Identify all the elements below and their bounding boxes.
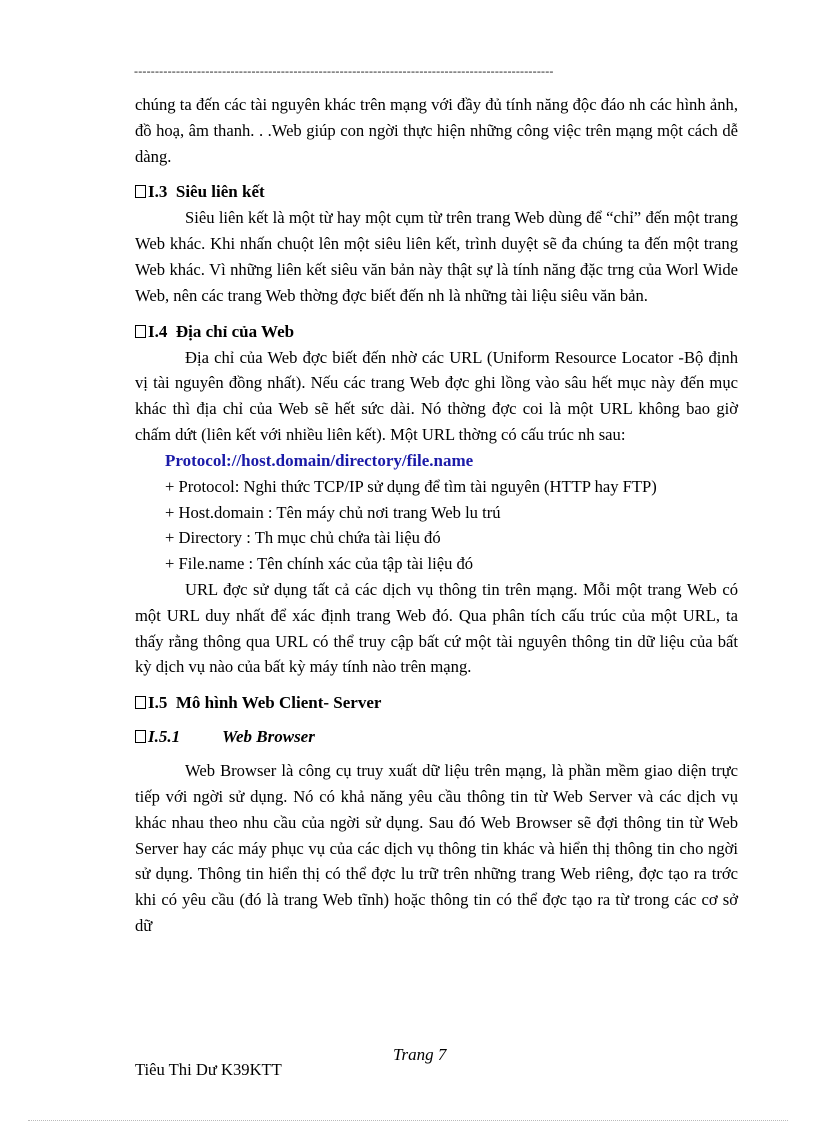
footer-author: Tiêu Thi Dư K39KTT bbox=[135, 1060, 282, 1079]
paragraph-url-usage: URL đợc sử dụng tất cả các dịch vụ thông tin trên mạng. Mỗi một trang Web có một URL duy nhất để xác định trang Web đó. Qua phân tích cấu trúc của một URL, ta thấy rằng thông qua URL có thể truy cập bất cứ một tài nguyên thông tin dữ liệu của bất kỳ dịch vụ nào của bất kỳ máy tính nào trên mạng. bbox=[135, 579, 738, 677]
section-title: Siêu liên kết bbox=[175, 182, 265, 202]
url-item-directory: + Directory : Th mục chủ chứa tài liệu đó bbox=[165, 528, 441, 548]
section-number: I.5.1 bbox=[148, 727, 181, 747]
url-item-host: + Host.domain : Tên máy chủ nơi trang Web lu trú bbox=[165, 502, 501, 522]
paragraph-intro: chúng ta đến các tài nguyên khác trên mạng với đầy đủ tính năng độc đáo nh các hình ảnh, đồ hoạ, âm thanh. . .Web giúp con ngời thực hiện những công việc trên mạng một cách dễ dàng. bbox=[135, 95, 738, 166]
url-item-protocol: + Protocol: Nghi thức TCP/IP sử dụng để tìm tài nguyên (HTTP hay FTP) bbox=[165, 476, 657, 496]
document-body bbox=[135, 92, 738, 939]
paragraph-web-browser: Web Browser là công cụ truy xuất dữ liệu trên mạng, là phần mềm giao diện trực tiếp với ngời sử dụng. Nó có khả năng yêu cầu thông tin từ Web Server và các dịch vụ khác nhau theo nhu cầu của ngời sử dụng. Sau đó Web Browser sẽ đợi thông tin từ Web Server hay các máy phục vụ của các dịch vụ thông tin khác và hiển thị thông tin cho ngời sử dụng. Thông tin hiển thị có thể đợc lu trữ trên những trang Web riêng, đợc tạo ra trớc khi có yêu cầu (đó là trang Web tĩnh) hoặc thông tin có thể đợc tạo ra từ trong các cơ sở dữ bbox=[135, 761, 738, 935]
checkbox-bullet-icon bbox=[135, 325, 146, 338]
header-rule: ---------------------------------------------------------------------------------------------------- bbox=[134, 64, 554, 78]
url-item-filename: + File.name : Tên chính xác của tập tài liệu đó bbox=[165, 554, 474, 574]
page-bottom-border bbox=[28, 1120, 788, 1121]
heading-section-1-5-1 bbox=[135, 724, 738, 750]
section-title: Mô hình Web Client- Server bbox=[175, 693, 382, 713]
checkbox-bullet-icon bbox=[135, 730, 146, 743]
heading-section-1-4 bbox=[135, 319, 738, 345]
section-number: I.3 bbox=[148, 182, 168, 202]
checkbox-bullet-icon bbox=[135, 696, 146, 709]
heading-section-1-3 bbox=[135, 179, 738, 205]
section-title: Web Browser bbox=[222, 727, 315, 747]
page-number: Trang 7 bbox=[393, 1045, 447, 1064]
section-title: Địa chỉ của Web bbox=[175, 321, 295, 341]
checkbox-bullet-icon bbox=[135, 185, 146, 198]
url-format: Protocol://host.domain/directory/file.name bbox=[165, 450, 474, 470]
section-number: I.4 bbox=[148, 321, 168, 341]
paragraph-hyperlink: Siêu liên kết là một từ hay một cụm từ trên trang Web dùng để “chỉ” đến một trang Web khác. Khi nhấn chuột lên một siêu liên kết, trình duyệt sẽ đa chúng ta đến một trang Web khác. Vì những liên kết siêu văn bản này thật sự là tính năng đặc trng của Worl Wide Web, nên các trang Web thờng đợc biết đến nh là những tài liệu siêu văn bản. bbox=[135, 208, 738, 305]
section-number: I.5 bbox=[148, 693, 168, 713]
heading-section-1-5 bbox=[135, 690, 738, 716]
paragraph-web-address: Địa chỉ của Web đợc biết đến nhờ các URL (Uniform Resource Locator -Bộ định vị tài nguyên đồng nhất). Nếu các trang Web đợc ghi lồng vào sâu hết mục này đến mục khác thì địa chỉ của Web sẽ hết sức dài. Nó thờng đợc coi là một URL không bao giờ chấm dứt (liên kết với nhiều liên kết). Một URL thờng có cấu trúc nh sau: bbox=[135, 347, 738, 444]
